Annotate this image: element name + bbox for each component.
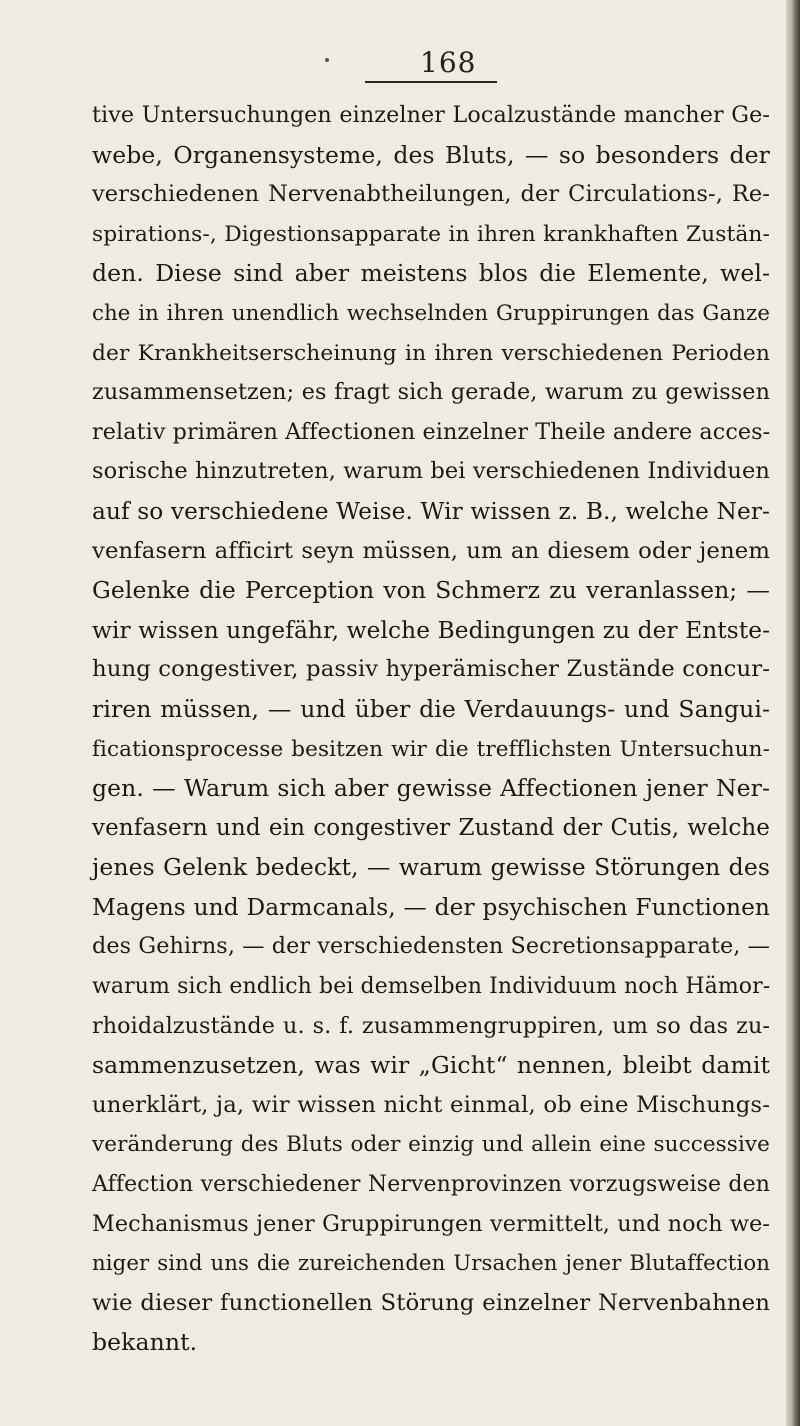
text-line: relativ primären Affectionen einzelner Theile andere acces- [92,418,771,445]
page-number-rule [365,81,497,83]
text-line: gen. — Warum sich aber gewisse Affectionen jener Ner- [92,774,770,803]
text-line: veränderung des Bluts oder einzig und allein eine successive [92,1132,770,1158]
text-line: auf so verschiedene Weise. Wir wissen z. B., welche Ner- [92,497,770,525]
text-line: der Krankheitserscheinung in ihren verschiedenen Perioden [92,340,770,366]
text-line-last: bekannt. [92,1328,198,1357]
text-line: wie dieser functionellen Störung einzelner Nervenbahnen [92,1289,770,1316]
text-line: wir wissen ungefähr, welche Bedingungen zu der Entste- [92,616,771,644]
page-speck [325,58,329,62]
text-line: spirations-, Digestionsapparate in ihren krankhaften Zustän- [92,221,770,247]
text-line: rhoidalzustände u. s. f. zusammengruppiren, um so das zu- [92,1012,770,1039]
text-line: riren müssen, — und über die Verdauungs- und Sangui- [92,694,770,723]
text-line: che in ihren unendlich wechselnden Gruppirungen das Ganze [92,300,770,326]
text-line: des Gehirns, — der verschiedensten Secretionsapparate, — [92,933,770,960]
text-line: niger sind uns die zureichenden Ursachen jener Blutaffection [92,1251,770,1277]
text-line: warum sich endlich bei demselben Individuum noch Hämor- [92,974,771,1000]
text-line: Gelenke die Perception von Schmerz zu veranlassen; — [92,576,770,605]
text-line: venfasern und ein congestiver Zustand der Cutis, welche [92,814,770,841]
text-line: den. Diese sind aber meistens blos die Elemente, wel- [92,259,770,288]
text-line: Affection verschiedener Nervenprovinzen vorzugsweise den [92,1172,770,1198]
text-line: sammenzusetzen, was wir „Gicht“ nennen, bleibt damit [92,1051,770,1080]
text-line: sorische hinzutreten, warum bei verschiedenen Individuen [92,458,770,485]
page-binding-edge [786,0,800,1426]
page-number: 168 [420,46,477,79]
text-line: venfasern afficirt seyn müssen, um an diesem oder jenem [92,537,770,564]
text-line: zusammensetzen; es fragt sich gerade, warum zu gewissen [92,379,770,406]
text-line: hung congestiver, passiv hyperämischer Zustände concur- [92,656,770,683]
text-line: ficationsprocesse besitzen wir die trefflichsten Untersuchun- [92,736,770,762]
text-line: Magens und Darmcanals, — der psychischen Functionen [92,893,770,921]
text-line: webe, Organensysteme, des Bluts, — so besonders der [92,140,770,169]
text-line: unerklärt, ja, wir wissen nicht einmal, ob eine Mischungs- [92,1091,770,1118]
text-line: Mechanismus jener Gruppirungen vermittelt, und noch we- [92,1210,770,1237]
body-text [92,96,770,1363]
text-line: jenes Gelenk bedeckt, — warum gewisse Störungen des [92,853,770,882]
text-line: tive Untersuchungen einzelner Localzustände mancher Ge- [92,102,770,128]
text-line: verschiedenen Nervenabtheilungen, der Circulations-, Re- [92,181,770,208]
